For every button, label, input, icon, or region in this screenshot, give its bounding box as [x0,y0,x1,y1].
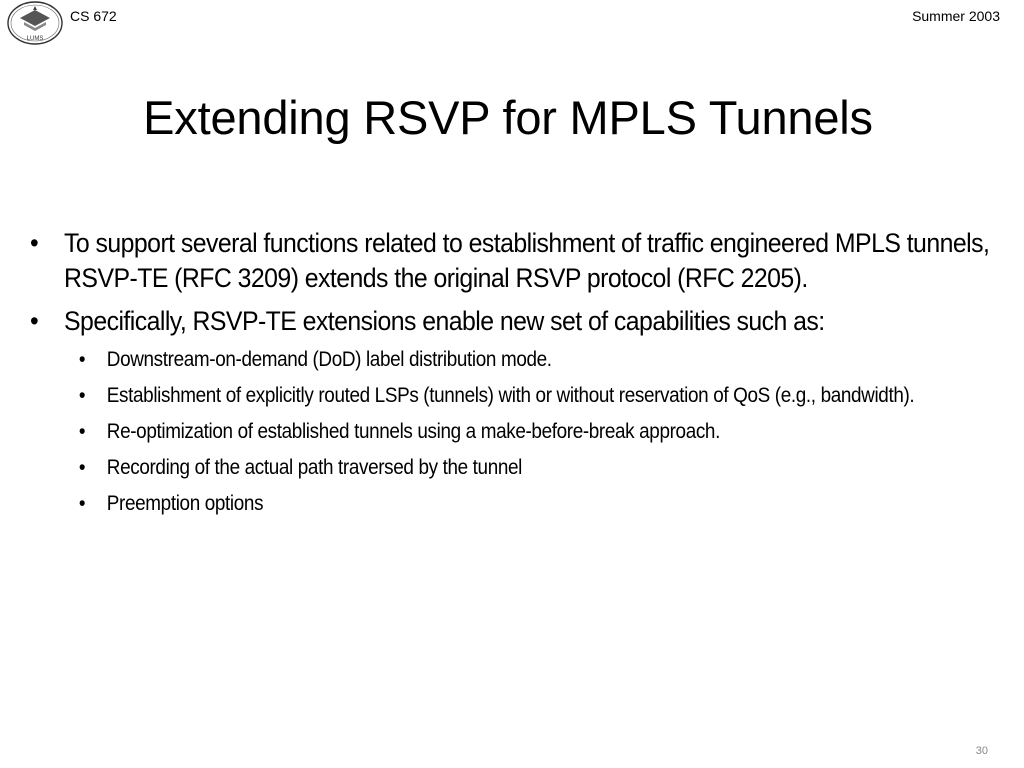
sub-bullet-dot: • [78,384,86,407]
sub-bullet-dot: • [78,456,86,479]
slide-title: Extending RSVP for MPLS Tunnels [143,91,873,144]
bullet-item [30,304,1002,339]
sub-bullet-text: Recording of the actual path traversed by the tunnel [106,456,523,479]
sub-bullet-item [60,381,989,410]
sub-bullet-item [60,345,989,374]
sub-bullet-list [30,345,990,518]
bullet-dot: • [30,306,39,336]
sub-bullet-dot: • [78,492,86,515]
sub-bullet-item [60,417,989,446]
sub-bullet-item [60,489,989,518]
page-number: 30 [975,745,988,757]
sub-bullet-text: Downstream-on-demand (DoD) label distribution mode. [106,348,552,371]
slide-body [30,226,990,525]
sub-bullet-item [60,453,989,482]
svg-text:LUMS: LUMS [26,36,44,42]
sub-bullet-dot: • [78,420,86,443]
bullet-text: To support several functions related to establishment of traffic engineered MPLS tunnels, RSVP-TE (RFC 3209) extends the original RSVP protocol (RFC 2205). [64,228,990,293]
bullet-text: Specifically, RSVP-TE extensions enable new set of capabilities such as: [64,306,825,336]
course-label: CS 672 [70,8,117,24]
sub-bullet-text: Establishment of explicitly routed LSPs (tunnels) with or without reservation of QoS (e.g., bandwidth). [106,384,915,407]
sub-bullet-text: Re-optimization of established tunnels using a make-before-break approach. [106,420,720,443]
bullet-item [30,226,1002,296]
sub-bullet-text: Preemption options [106,492,264,515]
sub-bullet-dot: • [78,348,86,371]
term-label: Summer 2003 [912,8,1000,24]
lums-logo [6,0,64,46]
bullet-dot: • [30,228,39,258]
